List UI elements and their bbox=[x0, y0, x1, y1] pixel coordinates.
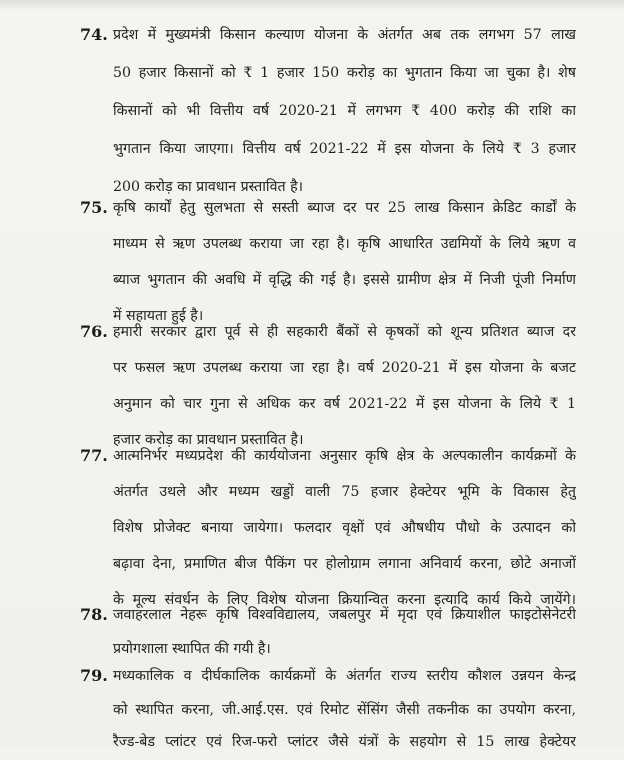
paragraph-line: अंतर्गत उथले और मध्यम खड्डों वाली 75 हजार हेक्टेयर भूमि के विकास हेतु bbox=[113, 484, 576, 500]
paragraph-number: 74. bbox=[80, 25, 108, 44]
paragraph-line: विशेष प्रोजेक्ट बनाया जायेगा। फलदार वृक्षों एवं औषधीय पौधो के उत्पादन को bbox=[113, 520, 576, 536]
paragraph-line: बढ़ावा देना, प्रमाणित बीज पैकिंग पर होलोग्राम लगाना अनिवार्य करना, छोटे अनाजों bbox=[113, 556, 576, 572]
paragraph-line: भुगतान किया जाएगा। वित्तीय वर्ष 2021-22 में इस योजना के लिये ₹ 3 हजार bbox=[113, 141, 576, 157]
paragraph-76 bbox=[80, 314, 576, 454]
paragraph-number: 77. bbox=[80, 446, 108, 465]
paragraph-line: मध्यकालिक व दीर्घकालिक कार्यक्रमों के अंतर्गत राज्य स्तरीय कौशल उन्नयन केन्द्र bbox=[113, 668, 576, 684]
paragraph-79 bbox=[80, 658, 576, 748]
paragraph-number: 79. bbox=[80, 666, 108, 685]
paragraph-line: 50 हजार किसानों को ₹ 1 हजार 150 करोड़ का भुगतान किया जा चुका है। शेष bbox=[113, 65, 576, 81]
paragraph-line: प्रदेश में मुख्यमंत्री किसान कल्याण योजना के अंतर्गत अब तक लगभग 57 लाख bbox=[113, 27, 576, 43]
paragraph-74 bbox=[80, 17, 576, 197]
paragraph-line: अनुमान को चार गुना से अधिक कर वर्ष 2021-22 में इस योजना के लिये ₹ 1 bbox=[113, 396, 576, 412]
scan-shadow bbox=[0, 0, 624, 10]
paragraph-line: कृषि कार्यों हेतु सुलभता से सस्ती ब्याज दर पर 25 लाख किसान क्रेडिट कार्डों के bbox=[113, 200, 576, 216]
paragraph-number: 76. bbox=[80, 322, 108, 341]
paragraph-line: माध्यम से ऋण उपलब्ध कराया जा रहा है। कृषि आधारित उद्यमियों के लिये ऋण व bbox=[113, 236, 576, 252]
paragraph-75 bbox=[80, 190, 576, 330]
paragraph-line: 200 करोड़ का प्रावधान प्रस्तावित है। bbox=[113, 179, 303, 195]
paragraph-line: आत्मनिर्भर मध्यप्रदेश की कार्ययोजना अनुसार कृषि क्षेत्र के अल्पकालीन कार्यक्रमों के bbox=[113, 448, 576, 464]
paragraph-line: के मूल्य संवर्धन के लिए विशेष योजना क्रियान्वित करना इत्यादि कार्य किये जायेंगे। bbox=[113, 592, 576, 608]
paragraph-number: 78. bbox=[80, 605, 108, 624]
paragraph-line: किसानों को भी वित्तीय वर्ष 2020-21 में लगभग ₹ 400 करोड़ की राशि का bbox=[113, 103, 576, 119]
paragraph-line: को स्थापित करना, जी.आई.एस. एवं रिमोट सेंसिंग जैसी तकनीक का उपयोग करना, bbox=[113, 702, 576, 718]
paragraph-line: प्रयोगशाला स्थापित की गयी है। bbox=[113, 641, 271, 657]
paragraph-line: जवाहरलाल नेहरू कृषि विश्वविद्यालय, जबलपुर में मृदा एवं क्रियाशील फाइटोसेनेटरी bbox=[113, 607, 576, 623]
paragraph-line: रैज्ड-बेड प्लांटर एवं रिज-फरो प्लांटर जैसे यंत्रों के सहयोग से 15 लाख हेक्टेयर bbox=[113, 734, 576, 750]
paragraph-number: 75. bbox=[80, 198, 108, 217]
paragraph-line: हजार करोड़ का प्रावधान प्रस्तावित है। bbox=[113, 432, 304, 448]
paragraph-line: ब्याज भुगतान की अवधि में वृद्धि की गई है। इससे ग्रामीण क्षेत्र में निजी पूंजी निर्माण bbox=[113, 272, 576, 288]
paragraph-line: हमारी सरकार द्वारा पूर्व से ही सहकारी बैंकों से कृषकों को शून्य प्रतिशत ब्याज दर bbox=[113, 324, 576, 340]
paragraph-77 bbox=[80, 438, 576, 618]
paragraph-line: पर फसल ऋण उपलब्ध कराया जा रहा है। वर्ष 2020-21 में इस योजना के बजट bbox=[113, 360, 576, 376]
paragraph-line: में सहायता हुई है। bbox=[113, 308, 204, 324]
